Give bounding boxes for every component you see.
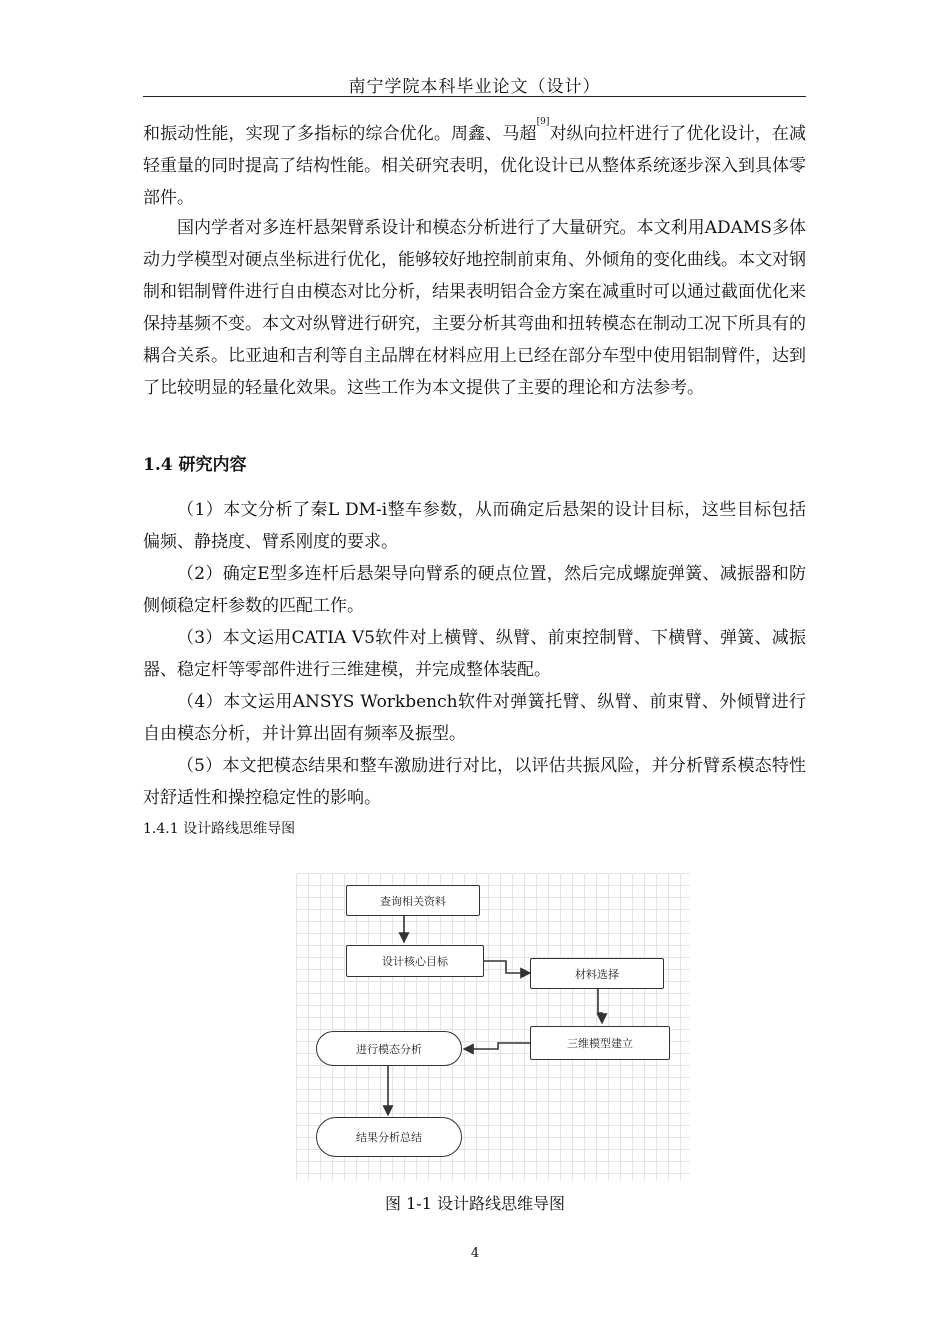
list-item-1: （1）本文分析了秦L DM-i整车参数，从而确定后悬架的设计目标，这些目标包括偏频、静挠度、臂系刚度的要求。 <box>143 500 806 552</box>
flowchart-node-modal-analysis: 进行模态分析 <box>316 1031 462 1066</box>
flowchart-node-3d-model: 三维模型建立 <box>530 1026 670 1060</box>
list-item-5: （5）本文把模态结果和整车激励进行对比，以评估共振风险，并分析臂系模态特性对舒适性和操控稳定性的影响。 <box>143 756 806 808</box>
section-heading: 1.4 研究内容 <box>143 455 247 475</box>
connector-4 <box>464 1043 530 1049</box>
header-divider <box>143 96 806 97</box>
page-header-title: 南宁学院本科毕业论文（设计） <box>348 77 601 97</box>
paragraph-1-text-a: 和振动性能，实现了多指标的综合优化。周鑫、马超 <box>143 124 537 144</box>
figure-caption: 图 1-1 设计路线思维导图 <box>385 1194 565 1213</box>
page-number: 4 <box>470 1246 480 1261</box>
paragraph-2: 国内学者对多连杆悬架臂系设计和模态分析进行了大量研究。本文利用ADAMS多体动力学模型对硬点坐标进行优化，能够较好地控制前束角、外倾角的变化曲线。本文对钢制和铝制臂件进行自由模态对比分析，结果表明铝合金方案在减重时可以通过截面优化来保持基频不变。本文对纵臂进行研究，主要分析其弯曲和扭转模态在制动工况下所具有的耦合关系。比亚迪和吉利等自主品牌在材料应用上已经在部分车型中使用铝制臂件，达到了比较明显的轻量化效果。这些工作为本文提供了主要的理论和方法参考。 <box>143 218 806 398</box>
flowchart-node-design-goal: 设计核心目标 <box>346 945 484 977</box>
flowchart-node-research: 查询相关资料 <box>346 885 480 916</box>
paragraph-1-text-b: 对纵向拉杆进行了优化设计，在减轻重量的同时提高了结构性能。相关研究表明，优化设计已从整体系统逐步深入到具体零部件。 <box>143 124 807 208</box>
citation-ref: [9] <box>536 117 550 127</box>
flowchart-node-summary: 结果分析总结 <box>316 1117 462 1157</box>
flowchart-figure <box>296 873 690 1181</box>
flowchart-node-material: 材料选择 <box>530 958 664 989</box>
list-item-2: （2）确定E型多连杆后悬架导向臂系的硬点位置，然后完成螺旋弹簧、减振器和防侧倾稳定杆参数的匹配工作。 <box>143 564 806 616</box>
list-item-3: （3）本文运用CATIA V5软件对上横臂、纵臂、前束控制臂、下横臂、弹簧、减振器、稳定杆等零部件进行三维建模，并完成整体装配。 <box>143 628 806 680</box>
connector-2 <box>484 961 530 973</box>
subsection-heading: 1.4.1 设计路线思维导图 <box>143 821 296 837</box>
connector-3 <box>598 989 602 1023</box>
paragraph-1 <box>143 118 806 214</box>
list-item-4: （4）本文运用ANSYS Workbench软件对弹簧托臂、纵臂、前束臂、外倾臂进行自由模态分析，并计算出固有频率及振型。 <box>143 692 806 744</box>
